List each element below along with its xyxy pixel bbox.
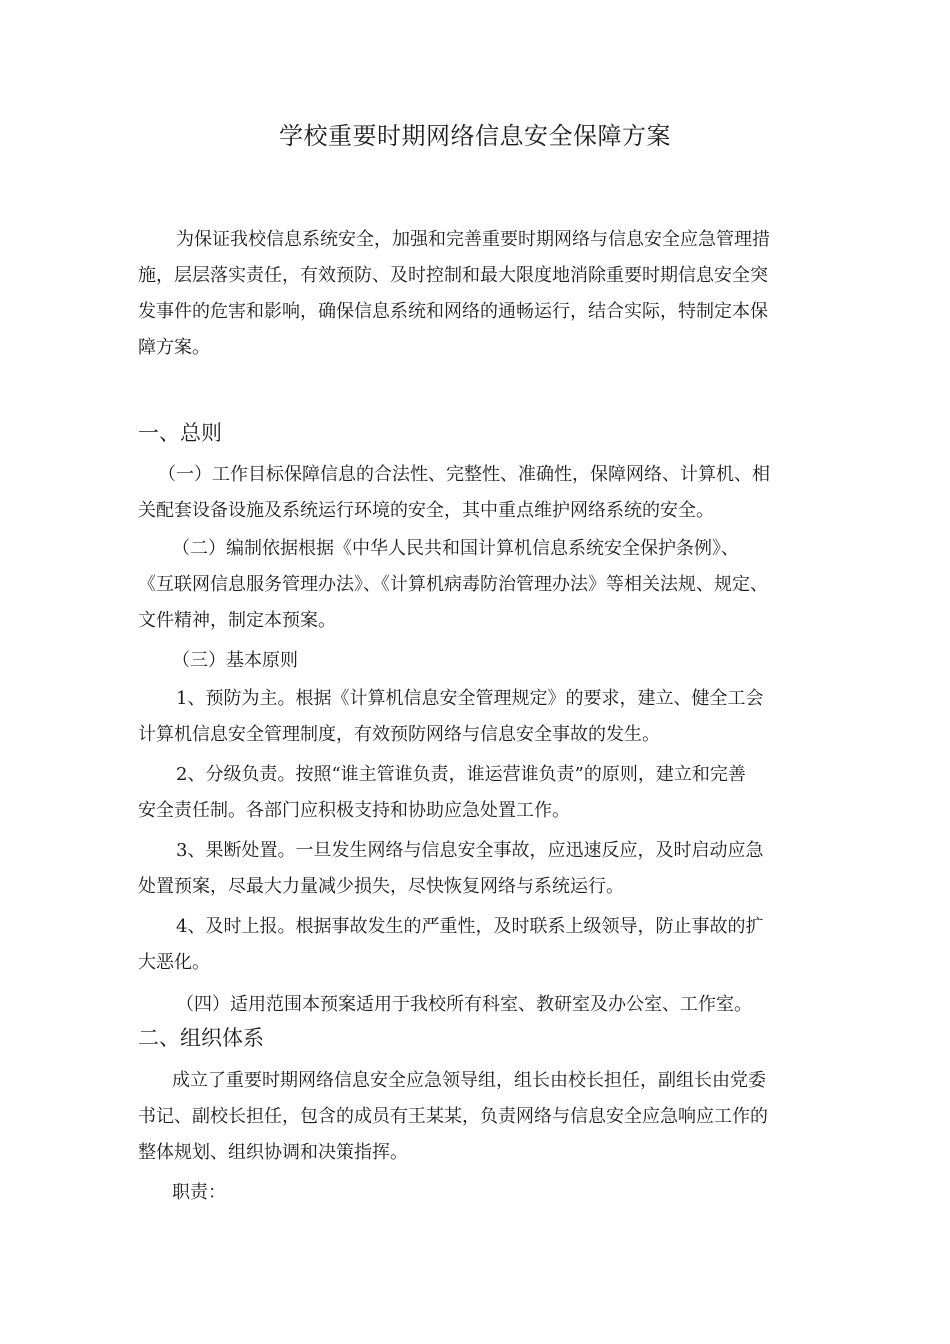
- paragraph-line: 大恶化。: [138, 952, 210, 973]
- principle-1: [138, 681, 828, 753]
- paragraph-line: （四）适用范围本预案适用于我校所有科室、教研室及办公室、工作室。: [176, 994, 752, 1015]
- organization-paragraph: [138, 1063, 828, 1171]
- paragraph-line: 计算机信息安全管理制度，有效预防网络与信息安全事故的发生。: [138, 724, 660, 745]
- section1-heading: 一、总则: [138, 421, 222, 445]
- paragraph-line: （三）基本原则: [172, 650, 298, 671]
- duties-label: [138, 1175, 828, 1211]
- paragraph-line: 2、分级负责。按照“谁主管谁负责，谁运营谁负责”的原则，建立和完善: [176, 764, 746, 785]
- paragraph-line: （一）工作目标保障信息的合法性、完整性、准确性，保障网络、计算机、相: [158, 464, 770, 485]
- intro-line: 障方案。: [138, 337, 210, 358]
- paragraph-line: 3、果断处置。一旦发生网络与信息安全事故，应迅速反应，及时启动应急: [176, 840, 764, 861]
- paragraph-line: 《互联网信息服务管理办法》、《计算机病毒防治管理办法》等相关法规、规定、: [138, 574, 768, 595]
- document-title: 学校重要时期网络信息安全保障方案: [279, 122, 671, 150]
- scope-paragraph: [138, 987, 828, 1023]
- intro-line: 发事件的危害和影响，确保信息系统和网络的通畅运行，结合实际，特制定本保: [138, 301, 768, 322]
- principle-2: [138, 757, 828, 829]
- paragraph-line: 处置预案，尽最大力量减少损失，尽快恢复网络与系统运行。: [138, 876, 624, 897]
- section2-heading: 二、组织体系: [138, 1026, 264, 1050]
- paragraph-line: 书记、副校长担任，包含的成员有王某某，负责网络与信息安全应急响应工作的: [138, 1106, 768, 1127]
- intro-line: 施，层层落实责任，有效预防、及时控制和最大限度地消除重要时期信息安全突: [138, 265, 768, 286]
- principle-4: [138, 909, 828, 981]
- basis-paragraph: [138, 531, 828, 639]
- paragraph-line: （二）编制依据根据《中华人民共和国计算机信息系统安全保护条例》、: [172, 538, 739, 559]
- paragraph-line: 成立了重要时期网络信息安全应急领导组，组长由校长担任，副组长由党委: [172, 1070, 766, 1091]
- paragraph-line: 整体规划、组织协调和决策指挥。: [138, 1142, 408, 1163]
- intro-line: 为保证我校信息系统安全，加强和完善重要时期网络与信息安全应急管理措: [176, 229, 770, 250]
- work-goal-paragraph: [138, 457, 828, 529]
- paragraph-line: 文件精神，制定本预案。: [138, 610, 336, 631]
- principle-3: [138, 833, 828, 905]
- paragraph-line: 4、及时上报。根据事故发生的严重性，及时联系上级领导，防止事故的扩: [176, 916, 764, 937]
- intro-paragraph: [138, 222, 828, 366]
- paragraph-line: 安全责任制。各部门应积极支持和协助应急处置工作。: [138, 800, 570, 821]
- paragraph-line: 1、预防为主。根据《计算机信息安全管理规定》的要求，建立、健全工会: [176, 688, 764, 709]
- paragraph-line: 职责：: [172, 1182, 226, 1203]
- basic-principles-heading: [138, 643, 828, 679]
- paragraph-line: 关配套设备设施及系统运行环境的安全，其中重点维护网络系统的安全。: [138, 500, 714, 521]
